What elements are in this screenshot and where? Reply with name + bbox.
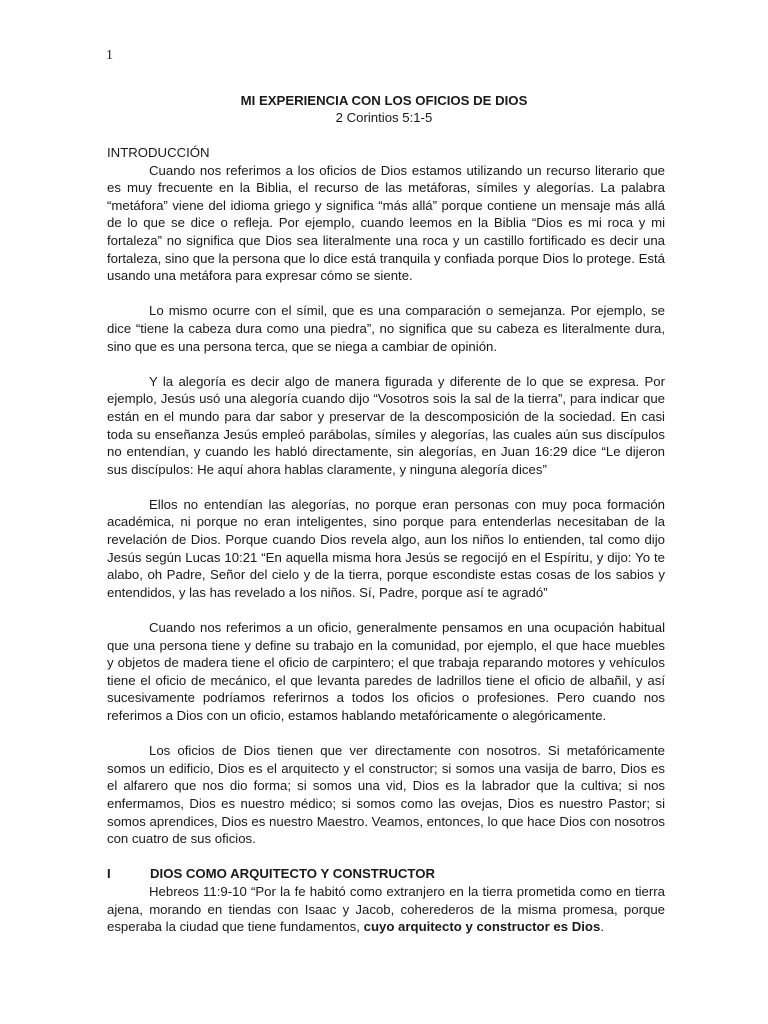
section-title: DIOS COMO ARQUITECTO Y CONSTRUCTOR [150,866,436,882]
intro-paragraph-3: Y la alegoría es decir algo de manera figurada y diferente de lo que se expresa. Por ejemplo, Jesús usó una alegoría cuando dijo “Vosotros sois la sal de la tierra”, para indicar que están en el mundo para dar sabor y preservar de la descomposición de la sociedad. En casi toda su enseñanza Jesús empleó parábolas, símiles y alegorías, las cuales aún sus discípulos no entendían, y cuando les habló directamente, sin alegorías, en Juan 16:29 dice “Le dijeron sus discípulos: He aquí ahora hablas claramente, y ninguna alegoría dices” [107,373,665,477]
section-number: I [107,866,111,882]
document-body [107,144,665,953]
section-text-end: . [600,919,604,935]
document-subtitle: 2 Corintios 5:1-5 [335,110,433,125]
intro-paragraph-2: Lo mismo ocurre con el símil, que es una comparación o semejanza. Por ejemplo, se dice “tiene la cabeza dura como una piedra”, no significa que su cabeza es literalmente dura, sino que es una persona terca, que se niega a cambiar de opinión. [107,303,665,354]
document-title: MI EXPERIENCIA CON LOS OFICIOS DE DIOS [240,93,528,108]
section-text-emphasis: cuyo arquitecto y constructor es Dios [363,919,601,935]
intro-paragraph-4: Ellos no entendían las alegorías, no porque eran personas con muy poca formación académica, ni porque no eran inteligentes, sino porque para entenderlas necesitaban de la revelación de Dios. Porque cuando Dios revela algo, aun los niños lo entienden, tal como dijo Jesús según Lucas 10:21 “En aquella misma hora Jesús se regocijó en el Espíritu, y dijo: Yo te alabo, oh Padre, Señor del cielo y de la tierra, porque escondiste estas cosas de los sabios y entendidos, y las has revelado a los niños. Sí, Padre, porque así te agradó” [107,496,665,600]
section-text: Hebreos 11:9-10 “Por la fe habitó como extranjero en la tierra prometida como en tierra ajena, morando en tiendas con Isaac y Jacob, coherederos de la misma promesa, porque esperaba la ciudad que tiene fundamentos, [107,883,665,935]
introduction-label: INTRODUCCIÓN [107,145,210,160]
intro-paragraph-5: Cuando nos referimos a un oficio, generalmente pensamos en una ocupación habitual que una persona tiene y define su trabajo en la comunidad, por ejemplo, el que hace muebles y objetos de madera tiene el oficio de carpintero; el que trabaja reparando motores y vehículos tiene el oficio de mecánico, el que levanta paredes de ladrillos tiene el oficio de albañil, y así sucesivamente podríamos referirnos a todos los oficios o profesiones. Pero cuando nos referimos a Dios con un oficio, estamos hablando metafóricamente o alegóricamente. [107,620,665,723]
section-heading [107,865,665,883]
section-paragraph [107,883,665,936]
page-number: 1 [106,48,113,63]
intro-paragraph-6: Los oficios de Dios tienen que ver directamente con nosotros. Si metafóricamente somos un edificio, Dios es el arquitecto y el constructor; si somos una vasija de barro, Dios es el alfarero que nos dio forma; si somos una vid, Dios es la labrador que la cultiva; si nos enfermamos, Dios es nuestro médico; si somos como las ovejas, Dios es nuestro Pastor; si somos aprendices, Dios es nuestro Maestro. Veamos, entonces, lo que hace Dios con nosotros con cuatro de sus oficios. [107,743,665,847]
intro-paragraph-1: Cuando nos referimos a los oficios de Dios estamos utilizando un recurso literario que es muy frecuente en la Biblia, el recurso de las metáforas, símiles y alegorías. La palabra “metáfora” viene del idioma griego y significa “más allá” porque contiene un mensaje más allá de lo que se dice o refleja. Por ejemplo, cuando leemos en la Biblia “Dios es mi roca y mi fortaleza” no significa que Dios sea literalmente una roca y un castillo fortificado es decir una fortaleza, sino que la persona que lo dice está tranquila y confiada porque Dios lo protege. Está usando una metáfora para expresar cómo se siente. [107,162,665,284]
